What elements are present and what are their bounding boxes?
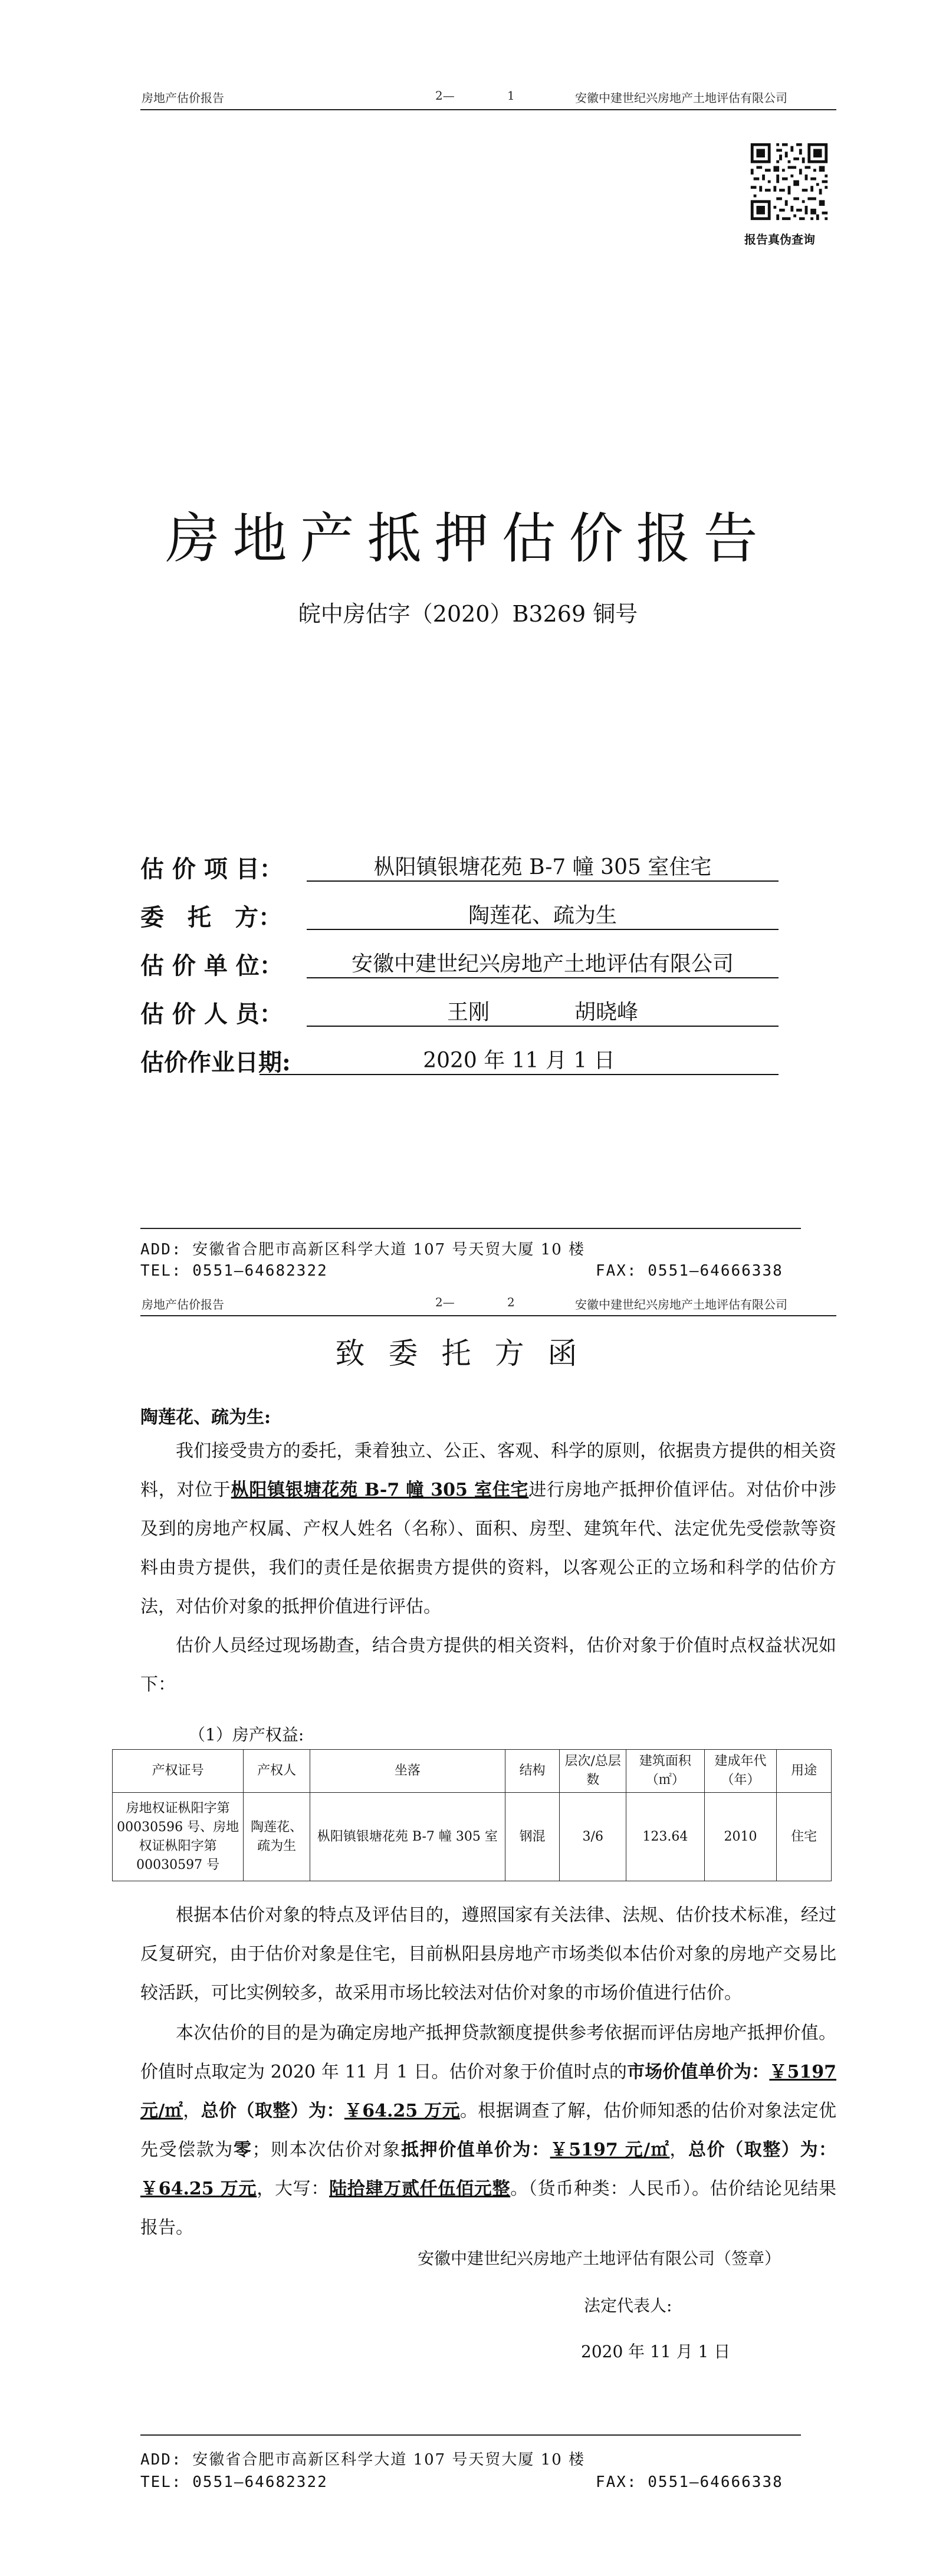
table-header-cell: 建筑面积（㎡） [626, 1750, 705, 1793]
footer-add-label: ADD: [140, 2451, 182, 2469]
amount-in-words: 陆拾肆万贰仟伍佰元整 [329, 2179, 511, 2199]
table-header-cell: 产权人 [244, 1750, 310, 1793]
table-cell-year: 2010 [704, 1793, 777, 1881]
header-right: 安徽中建世纪兴房地产土地评估有限公司 [575, 1297, 787, 1312]
field-value-appraiser-unit: 安徽中建世纪兴房地产土地评估有限公司 [307, 947, 779, 978]
paragraph-method: 根据本估价对象的特点及评估目的，遵照国家有关法律、法规、估价技术标准，经过反复研究，由于估价对象是住宅，目前枞阳县房地产市场类似本估价对象的房地产交易比较活跃，可比实例较多，故采用市场比较法对估价对象的市场价值进行估价。 [140, 1905, 836, 2003]
header-page-prefix: 2— [435, 1295, 455, 1309]
table-cell-location: 枞阳镇银塘花苑 B-7 幢 305 室 [310, 1793, 505, 1881]
field-value-client: 陶莲花、疏为生 [307, 899, 779, 930]
footer-tel: TEL: 0551—64682322 [140, 2473, 328, 2491]
market-unit-price-label: 市场价值单价为： [627, 2062, 770, 2082]
property-rights-table [112, 1749, 832, 1881]
priority-claim-value: 零 [233, 2140, 252, 2160]
paragraph-conclusion [140, 2014, 836, 2248]
table-header-cell: 层次/总层数 [560, 1750, 626, 1793]
table-header-row [113, 1750, 832, 1793]
intro-text-c: 进行房地产抵押价值评估。 [528, 1480, 747, 1500]
mortgage-total-price-label: 总价（取整）为： [688, 2140, 837, 2160]
table-header-cell: 产权证号 [113, 1750, 244, 1793]
field-value-appraisers: 王刚 胡晓峰 [307, 995, 779, 1027]
header-page-prefix: 2— [435, 88, 455, 103]
market-unit-price: ￥5197 元/㎡ [140, 2062, 837, 2121]
table-cell-certificate: 房地权证枞阳字第 00030596 号、房地权证枞阳字第 00030597 号 [113, 1793, 244, 1881]
salutation: 陶莲花、疏为生: [140, 1407, 271, 1428]
conclusion-text: ， [669, 2140, 688, 2160]
signature-company: 安徽中建世纪兴房地产土地评估有限公司（签章） [418, 2249, 781, 2268]
legal-representative: 法定代表人: [584, 2296, 672, 2315]
footer-fax: FAX: 0551—64666338 [596, 2473, 783, 2491]
footer-address [140, 2447, 585, 2469]
mortgage-unit-price-label: 抵押价值单价为： [401, 2140, 550, 2160]
field-label-appraiser-unit: 估 价 单 位： [140, 952, 283, 980]
footer-rule [140, 2434, 801, 2436]
conclusion-text: 。（货币种类：人民币）。估价结论见结果报告。 [140, 2179, 837, 2238]
intro-text-a: 我们接受贵方的委托，秉着独立、公正、客观、科学的原则，依据贵方提供的相关资料，对位于 [140, 1441, 836, 1500]
table-caption: （1）房产权益: [189, 1725, 304, 1744]
conclusion-text: ， [183, 2101, 201, 2121]
intro-property-address: 枞阳镇银塘花苑 B-7 幢 305 室住宅 [231, 1480, 529, 1500]
field-value-work-date: 2020 年 11 月 1 日 [260, 1044, 779, 1075]
table-cell-area: 123.64 [626, 1793, 705, 1881]
footer-add-label: ADD: [140, 1241, 182, 1259]
table-cell-floor: 3/6 [560, 1793, 626, 1881]
footer-rule [140, 1228, 801, 1229]
footer-address [140, 1237, 585, 1259]
field-value-project: 枞阳镇银塘花苑 B-7 幢 305 室住宅 [307, 850, 779, 882]
table-cell-structure: 钢混 [505, 1793, 560, 1881]
conclusion-text: ；则本次估价对象 [252, 2140, 402, 2160]
table-header-cell: 坐落 [310, 1750, 505, 1793]
footer-tel: TEL: 0551—64682322 [140, 1262, 328, 1280]
header-page-number: 1 [507, 88, 515, 103]
paragraph-survey: 估价人员经过现场勘查，结合贵方提供的相关资料，估价对象于价值时点权益状况如下： [140, 1635, 836, 1695]
table-cell-usage: 住宅 [777, 1793, 832, 1881]
header-left: 房地产估价报告 [142, 91, 224, 105]
signature-date: 2020 年 11 月 1 日 [581, 2342, 731, 2361]
letter-title: 致委托方函 [335, 1336, 601, 1371]
table-cell-owner: 陶莲花、疏为生 [244, 1793, 310, 1881]
footer-address-text: 安徽省合肥市高新区科学大道 107 号天贸大厦 10 楼 [192, 2451, 586, 2469]
field-label-work-date: 估价作业日期: [140, 1049, 291, 1076]
table-header-cell: 用途 [777, 1750, 832, 1793]
qr-code-icon[interactable] [748, 140, 830, 223]
table-row [113, 1793, 832, 1881]
paragraph-intro [140, 1432, 836, 1627]
mortgage-unit-price: ￥5197 元/㎡ [550, 2140, 670, 2160]
table-header-cell: 结构 [505, 1750, 560, 1793]
field-label-project: 估 价 项 目： [140, 855, 283, 883]
header-page-number: 2 [507, 1295, 515, 1309]
field-label-appraisers: 估 价 人 员： [140, 1000, 283, 1028]
conclusion-text: ，大写： [257, 2179, 330, 2199]
footer-address-text: 安徽省合肥市高新区科学大道 107 号天贸大厦 10 楼 [192, 1241, 586, 1259]
header-left: 房地产估价报告 [142, 1297, 224, 1312]
table-header-cell: 建成年代（年） [704, 1750, 777, 1793]
report-number: 皖中房估字（2020）B3269 铜号 [298, 601, 638, 627]
header-rule [140, 1315, 836, 1316]
header-right: 安徽中建世纪兴房地产土地评估有限公司 [575, 91, 787, 105]
market-total-price-label: 总价（取整）为： [201, 2101, 344, 2121]
conclusion-text: 本次估价的目的是为确定房地产抵押贷款额度提供参考依据而评估房地产抵押价值。价值时点取定为 2020 年 11 月 1 日。估价对象于价值时点的 [140, 2023, 836, 2082]
report-title: 房地产抵押估价报告 [165, 507, 771, 570]
field-label-client: 委 托 方： [140, 903, 282, 931]
conclusion-text: 。根据调查了解，估价师知悉的估价对象法定优先受偿款为 [140, 2101, 837, 2160]
market-total-price: ￥64.25 万元 [344, 2101, 460, 2121]
intro-text-d: 对估价中涉及到的房地产权属、产权人姓名（名称）、面积、房型、建筑年代、法定优先受偿款等资料由贵方提供，我们的责任是依据贵方提供的资料，以客观公正的立场和科学的估价方法，对估价对象的抵押价值进行评估。 [140, 1480, 837, 1617]
mortgage-total-price: ￥64.25 万元 [140, 2179, 257, 2199]
qr-caption: 报告真伪查询 [744, 232, 815, 247]
header-rule [140, 109, 836, 110]
footer-fax: FAX: 0551—64666338 [596, 1262, 783, 1280]
